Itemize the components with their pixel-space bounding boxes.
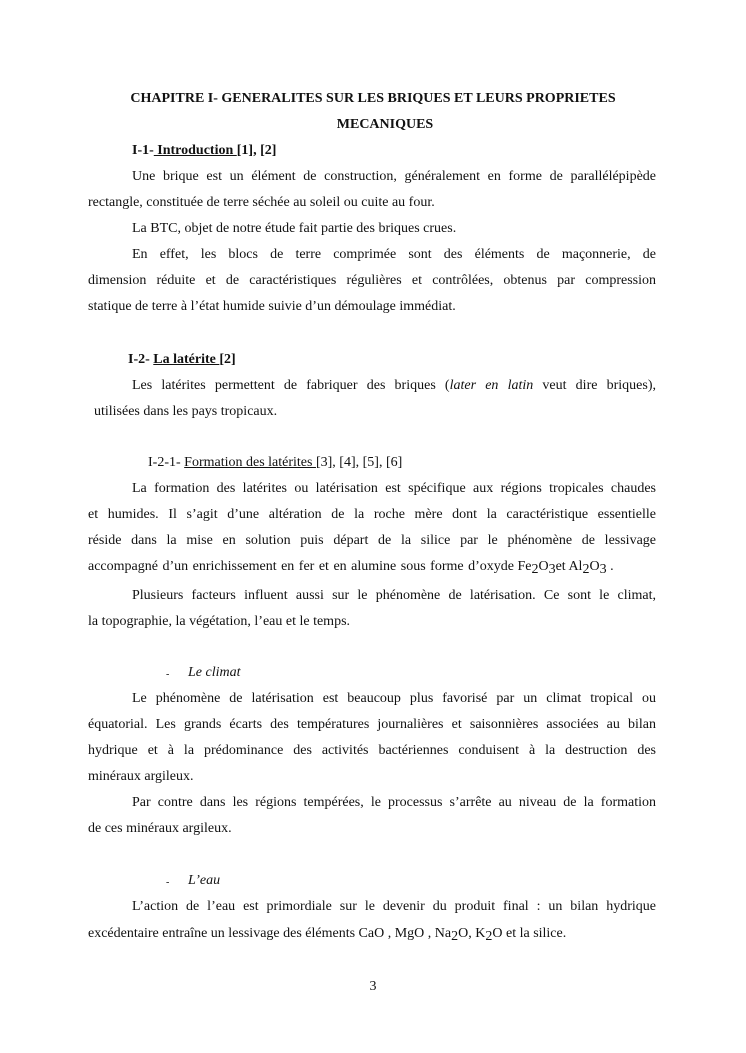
- chapter-title-line-1: CHAPITRE I- GENERALITES SUR LES BRIQUES ET LEURS PROPRIETES: [130, 91, 616, 106]
- text-run: veut dire briques),: [533, 378, 656, 393]
- text-run: et: [555, 559, 566, 574]
- paragraph-line: minéraux argileux.: [88, 769, 194, 784]
- paragraph-line: la topographie, la végétation, l’eau et le temps.: [88, 614, 351, 629]
- section-number: I-1-: [132, 143, 154, 158]
- paragraph-line: et humides. Il s’agit d’une altération de la roche mère dont la caractéristique essentielle: [88, 507, 656, 522]
- paragraph-line-with-formula: [88, 558, 656, 579]
- section-heading-introduction: [132, 142, 276, 160]
- section-refs: [2]: [219, 352, 236, 367]
- text-run: ,: [424, 926, 435, 941]
- subsection-title: Formation des latérites: [184, 455, 316, 470]
- page-number: 3: [369, 979, 377, 994]
- chapter-title-line-2: MECANIQUES: [336, 117, 434, 132]
- section-heading-laterite: [128, 351, 236, 369]
- subsection-refs: [3], [4], [5], [6]: [315, 455, 403, 470]
- paragraph-line: de ces minéraux argileux.: [88, 821, 232, 836]
- paragraph-line: statique de terre à l’état humide suivie d’un démoulage immédiat.: [88, 299, 456, 314]
- text-run: .: [606, 559, 614, 574]
- paragraph-line-with-formula: [88, 925, 566, 946]
- paragraph-line: réside dans la mise en solution puis départ de la silice par le phénomène de lessivage: [88, 533, 656, 548]
- text-run: et la silice.: [502, 926, 567, 941]
- section-title: La latérite: [153, 352, 220, 367]
- paragraph-line: hydrique et à la prédominance des activités bactériennes conduisent à la destruction des: [88, 743, 656, 758]
- section-refs: [1], [2]: [236, 143, 277, 158]
- text-run: ,: [384, 926, 395, 941]
- bullet-dash: -: [166, 877, 170, 888]
- paragraph-line: [132, 377, 656, 395]
- section-title: Introduction: [153, 143, 237, 158]
- paragraph-line: Une brique est un élément de construction, généralement en forme de parallélépipède: [132, 169, 656, 184]
- chemical-formula-fe2o3: $Fe_2O_3$: [517, 559, 556, 577]
- text-run: accompagné d’un enrichissement en fer et en alumine sous forme d’oxyde: [88, 559, 514, 574]
- chemical-formula-k2o: $K_2O$: [475, 926, 503, 944]
- subsection-number: I-2-1-: [148, 455, 181, 470]
- section-number: I-2-: [128, 352, 150, 367]
- bullet-title-climat: Le climat: [188, 665, 241, 680]
- bullet-title-eau: L’eau: [188, 873, 221, 888]
- paragraph-line: En effet, les blocs de terre comprimée sont des éléments de maçonnerie, de: [132, 247, 656, 262]
- paragraph-line: L’action de l’eau est primordiale sur le devenir du produit final : un bilan hydrique: [132, 899, 656, 914]
- chemical-formula-mgo: MgO: [394, 926, 425, 941]
- text-run: Les latérites permettent de fabriquer des briques (: [132, 378, 450, 393]
- paragraph-line: utilisées dans les pays tropicaux.: [94, 404, 278, 419]
- italic-text-run: later en latin: [449, 378, 534, 393]
- paragraph-line: rectangle, constituée de terre séchée au soleil ou cuite au four.: [88, 195, 435, 210]
- paragraph-line: dimension réduite et de caractéristiques régulières et contrôlées, obtenus par compression: [88, 273, 656, 288]
- paragraph-line: Par contre dans les régions tempérées, le processus s’arrête au niveau de la formation: [132, 795, 656, 810]
- chemical-formula-cao: CaO: [358, 926, 385, 941]
- subsection-heading-formation: [148, 454, 402, 472]
- chemical-formula-al2o3: $Al_2O_3$: [568, 559, 607, 577]
- paragraph-line: Le phénomène de latérisation est beaucoup plus favorisé par un climat tropical ou: [132, 691, 656, 706]
- paragraph-line: La BTC, objet de notre étude fait partie des briques crues.: [132, 221, 457, 236]
- paragraph-line: La formation des latérites ou latérisation est spécifique aux régions tropicales chaudes: [132, 481, 656, 496]
- text-run: excédentaire entraîne un lessivage des éléments: [88, 926, 359, 941]
- chemical-formula-na2o: $Na_2O$,: [434, 926, 476, 944]
- paragraph-line: Plusieurs facteurs influent aussi sur le phénomène de latérisation. Ce sont le climat,: [132, 588, 656, 603]
- paragraph-line: équatorial. Les grands écarts des températures journalières et saisonnières associées au bilan: [88, 717, 656, 732]
- bullet-dash: -: [166, 669, 170, 680]
